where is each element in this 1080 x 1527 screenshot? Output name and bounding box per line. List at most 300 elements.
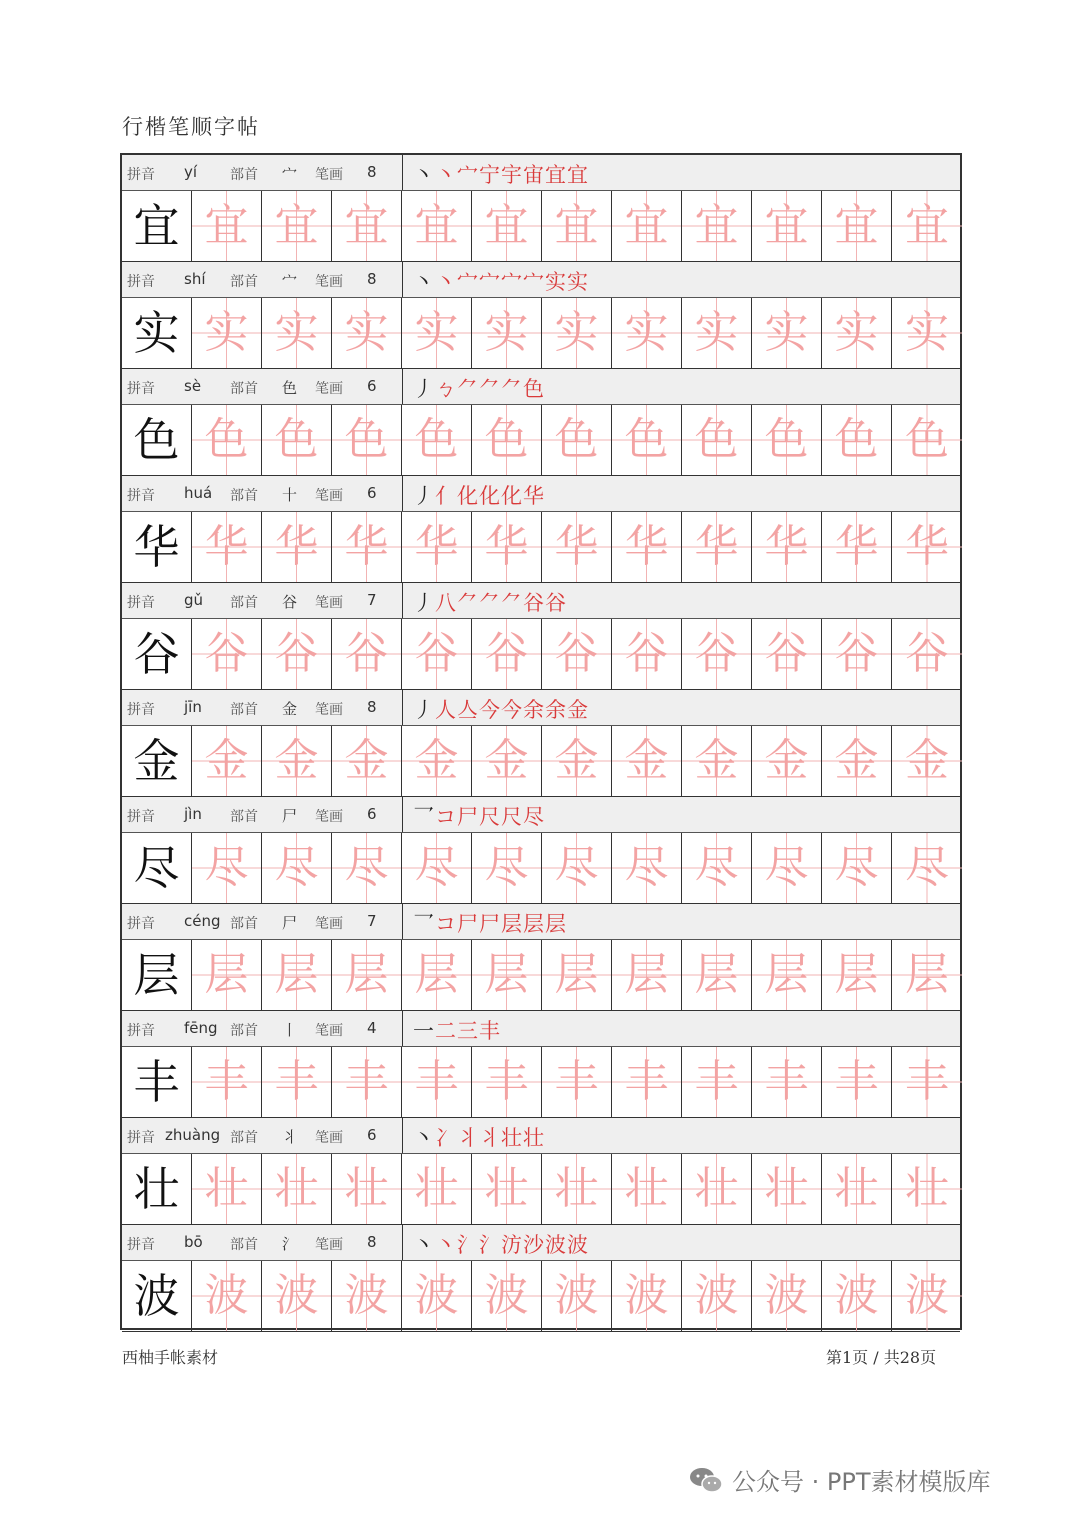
info-meta — [122, 262, 402, 297]
trace-character: 尽 — [204, 842, 249, 893]
trace-character: 华 — [694, 521, 739, 572]
trace-character: 谷 — [274, 628, 319, 679]
trace-character: 华 — [274, 521, 319, 572]
trace-character: 金 — [694, 735, 739, 786]
trace-cell[interactable] — [402, 940, 472, 1010]
trace-cell[interactable] — [332, 1154, 402, 1224]
trace-cell[interactable] — [472, 298, 542, 368]
stroke-order-area — [402, 797, 960, 832]
radical-value: 色 — [282, 379, 298, 397]
trace-cell[interactable] — [612, 191, 682, 261]
info-meta — [122, 797, 402, 832]
trace-cell[interactable] — [752, 833, 822, 903]
pinyin-label: 拼音 — [127, 595, 155, 611]
trace-character: 壮 — [554, 1163, 599, 1214]
stroke-step: 丬 — [457, 1126, 479, 1150]
model-character-cell — [122, 1047, 192, 1117]
trace-character: 丰 — [624, 1056, 669, 1107]
trace-character: 层 — [834, 949, 879, 1000]
trace-cell[interactable] — [262, 512, 332, 582]
trace-character: 谷 — [554, 628, 599, 679]
pinyin-value: fēng — [184, 1019, 218, 1037]
model-character-cell — [122, 191, 192, 261]
trace-cell[interactable] — [892, 512, 962, 582]
trace-cell[interactable] — [192, 1047, 262, 1117]
trace-cell[interactable] — [822, 1047, 892, 1117]
info-meta — [122, 369, 402, 404]
stroke-step: 今 — [501, 698, 523, 722]
stroke-step: 丿 — [413, 377, 435, 401]
trace-cell[interactable] — [402, 726, 472, 796]
trace-character: 谷 — [834, 628, 879, 679]
trace-character: 尽 — [414, 842, 459, 893]
radical-value: 丬 — [282, 1128, 298, 1146]
stroke-sequence — [413, 266, 589, 296]
trace-character: 壮 — [694, 1163, 739, 1214]
stroke-step: 氵 — [479, 1233, 501, 1257]
info-meta — [122, 1011, 402, 1046]
stroke-step: 八 — [435, 591, 457, 615]
model-character-cell — [122, 726, 192, 796]
trace-cell[interactable] — [752, 940, 822, 1010]
trace-character: 层 — [414, 949, 459, 1000]
trace-cell[interactable] — [472, 405, 542, 475]
trace-character: 尽 — [344, 842, 389, 893]
trace-cell[interactable] — [612, 1047, 682, 1117]
pinyin-value: bō — [184, 1233, 203, 1251]
trace-cell[interactable] — [612, 512, 682, 582]
model-character-cell — [122, 512, 192, 582]
trace-character: 尽 — [624, 842, 669, 893]
watermark — [688, 1462, 991, 1497]
trace-character: 实 — [484, 307, 529, 358]
pinyin-value: jīn — [184, 698, 202, 716]
stroke-step: 余 — [523, 698, 545, 722]
radical-label: 部首 — [230, 167, 258, 183]
trace-cell[interactable] — [822, 833, 892, 903]
trace-character: 丰 — [344, 1056, 389, 1107]
stroke-count: 7 — [367, 591, 377, 609]
trace-cell[interactable] — [472, 1154, 542, 1224]
stroke-step: 丿 — [413, 484, 435, 508]
trace-cell[interactable] — [822, 512, 892, 582]
trace-cell[interactable] — [822, 298, 892, 368]
info-row — [122, 690, 960, 726]
trace-cell[interactable] — [472, 833, 542, 903]
trace-character: 层 — [694, 949, 739, 1000]
trace-cell[interactable] — [822, 1261, 892, 1331]
pinyin-label: 拼音 — [127, 1237, 155, 1253]
radical-label: 部首 — [230, 1023, 258, 1039]
trace-cell[interactable] — [542, 619, 612, 689]
model-character: 色 — [133, 413, 180, 467]
stroke-step: 乛 — [413, 912, 435, 936]
stroke-step: ㄅ — [435, 377, 457, 401]
trace-cell[interactable] — [752, 405, 822, 475]
strokes-label: 笔画 — [315, 167, 343, 183]
trace-cell[interactable] — [682, 726, 752, 796]
trace-character: 华 — [834, 521, 879, 572]
trace-character: 宜 — [834, 200, 879, 251]
trace-cell[interactable] — [612, 726, 682, 796]
trace-character: 波 — [204, 1270, 249, 1321]
practice-row — [122, 1047, 960, 1118]
trace-character: 华 — [414, 521, 459, 572]
trace-cell[interactable] — [752, 1047, 822, 1117]
trace-character: 实 — [624, 307, 669, 358]
pinyin-label: 拼音 — [127, 381, 155, 397]
stroke-step: 丿 — [413, 698, 435, 722]
trace-cell[interactable] — [192, 1154, 262, 1224]
trace-cell[interactable] — [402, 298, 472, 368]
trace-cell[interactable] — [332, 1047, 402, 1117]
info-row — [122, 262, 960, 298]
trace-cell[interactable] — [262, 191, 332, 261]
strokes-label: 笔画 — [315, 1130, 343, 1146]
trace-character: 色 — [204, 414, 249, 465]
stroke-step: 丶 — [435, 163, 457, 187]
trace-cell[interactable] — [192, 726, 262, 796]
trace-cell[interactable] — [472, 1047, 542, 1117]
trace-character: 丰 — [484, 1056, 529, 1107]
trace-character: 壮 — [905, 1163, 949, 1214]
stroke-step: 丶 — [413, 163, 435, 187]
trace-cell[interactable] — [402, 405, 472, 475]
trace-character: 波 — [764, 1270, 809, 1321]
stroke-sequence — [413, 1122, 545, 1152]
pinyin-label: 拼音 — [127, 702, 155, 718]
model-character-cell — [122, 833, 192, 903]
practice-row — [122, 833, 960, 904]
stroke-step: 色 — [523, 377, 545, 401]
radical-value: 谷 — [282, 593, 298, 611]
model-character: 波 — [133, 1269, 180, 1323]
stroke-step: ⺈ — [457, 377, 479, 401]
trace-cell[interactable] — [192, 191, 262, 261]
stroke-step: 宀 — [523, 270, 545, 294]
trace-character: 色 — [274, 414, 319, 465]
trace-cell[interactable] — [612, 1154, 682, 1224]
stroke-step: 层 — [523, 912, 545, 936]
trace-character: 实 — [694, 307, 739, 358]
trace-cell[interactable] — [752, 191, 822, 261]
trace-cell[interactable] — [192, 298, 262, 368]
trace-character: 丰 — [834, 1056, 879, 1107]
stroke-order-area — [402, 262, 960, 297]
trace-cell[interactable] — [472, 940, 542, 1010]
trace-cell[interactable] — [472, 726, 542, 796]
stroke-step: 波 — [567, 1233, 589, 1257]
trace-cell[interactable] — [472, 191, 542, 261]
practice-row — [122, 512, 960, 583]
trace-cell[interactable] — [892, 619, 962, 689]
trace-cell[interactable] — [472, 512, 542, 582]
trace-character: 丰 — [694, 1056, 739, 1107]
trace-cell[interactable] — [332, 940, 402, 1010]
trace-cell[interactable] — [682, 619, 752, 689]
trace-cell[interactable] — [822, 940, 892, 1010]
trace-cell[interactable] — [822, 1154, 892, 1224]
trace-cell[interactable] — [612, 833, 682, 903]
stroke-sequence — [413, 1229, 589, 1259]
trace-cell[interactable] — [262, 726, 332, 796]
practice-row — [122, 619, 960, 690]
trace-cell[interactable] — [262, 1047, 332, 1117]
stroke-step: 谷 — [523, 591, 545, 615]
stroke-step: 人 — [435, 698, 457, 722]
radical-label: 部首 — [230, 488, 258, 504]
trace-cell[interactable] — [752, 1261, 822, 1331]
info-row — [122, 1011, 960, 1047]
model-character: 宜 — [133, 199, 180, 253]
stroke-step: 宀 — [457, 270, 479, 294]
trace-character: 华 — [344, 521, 389, 572]
trace-cell[interactable] — [262, 1261, 332, 1331]
model-character: 尽 — [133, 841, 180, 895]
info-row — [122, 369, 960, 405]
trace-character: 宜 — [344, 200, 389, 251]
stroke-step: 丶 — [413, 270, 435, 294]
watermark-text: 公众号 · PPT素材模版库 — [732, 1468, 991, 1496]
trace-cell[interactable] — [402, 1047, 472, 1117]
trace-character: 尽 — [834, 842, 879, 893]
info-row — [122, 155, 960, 191]
trace-cell[interactable] — [332, 512, 402, 582]
trace-cell[interactable] — [262, 1154, 332, 1224]
trace-cell[interactable] — [892, 726, 962, 796]
trace-character: 壮 — [764, 1163, 809, 1214]
trace-cell[interactable] — [332, 191, 402, 261]
trace-character: 实 — [414, 307, 459, 358]
stroke-step: 丶 — [435, 1233, 457, 1257]
trace-cell[interactable] — [682, 1261, 752, 1331]
page-number: 第1页 / 共28页 — [826, 1348, 937, 1367]
stroke-step: 氵 — [457, 1233, 479, 1257]
trace-cell[interactable] — [332, 298, 402, 368]
trace-cell[interactable] — [752, 1154, 822, 1224]
trace-cell[interactable] — [752, 619, 822, 689]
stroke-step: ⺈ — [501, 377, 523, 401]
pinyin-value: céng — [184, 912, 221, 930]
stroke-step: 化 — [501, 484, 523, 508]
trace-character: 色 — [694, 414, 739, 465]
trace-cell[interactable] — [822, 405, 892, 475]
model-character-cell — [122, 940, 192, 1010]
practice-row — [122, 191, 960, 262]
stroke-order-area — [402, 155, 960, 190]
trace-cell[interactable] — [892, 833, 962, 903]
trace-cell[interactable] — [892, 1261, 962, 1331]
stroke-step: 波 — [545, 1233, 567, 1257]
trace-cell[interactable] — [542, 1154, 612, 1224]
trace-cell[interactable] — [752, 512, 822, 582]
trace-cell[interactable] — [542, 726, 612, 796]
radical-label: 部首 — [230, 702, 258, 718]
trace-cell[interactable] — [262, 405, 332, 475]
trace-cell[interactable] — [752, 298, 822, 368]
trace-cell[interactable] — [682, 298, 752, 368]
stroke-step: 宀 — [501, 270, 523, 294]
stroke-order-area — [402, 690, 960, 725]
trace-cell[interactable] — [332, 833, 402, 903]
trace-cell[interactable] — [192, 512, 262, 582]
trace-cell[interactable] — [892, 298, 962, 368]
stroke-step: ⺈ — [479, 377, 501, 401]
info-meta — [122, 583, 402, 618]
trace-cell[interactable] — [612, 619, 682, 689]
trace-character: 宜 — [484, 200, 529, 251]
info-meta — [122, 155, 402, 190]
trace-cell[interactable] — [892, 1154, 962, 1224]
pinyin-value: gǔ — [184, 591, 204, 609]
trace-cell[interactable] — [542, 298, 612, 368]
stroke-step: 尺 — [501, 805, 523, 829]
trace-character: 丰 — [204, 1056, 249, 1107]
trace-character: 尽 — [274, 842, 319, 893]
trace-character: 金 — [344, 735, 389, 786]
model-character-cell — [122, 1261, 192, 1331]
trace-cell[interactable] — [542, 191, 612, 261]
page-title: 行楷笔顺字帖 — [122, 115, 260, 139]
stroke-order-area — [402, 583, 960, 618]
trace-character: 色 — [905, 414, 949, 465]
trace-cell[interactable] — [402, 619, 472, 689]
trace-cell[interactable] — [542, 512, 612, 582]
trace-cell[interactable] — [542, 833, 612, 903]
stroke-step: コ — [435, 912, 457, 936]
trace-character: 金 — [204, 735, 249, 786]
trace-cell[interactable] — [542, 1261, 612, 1331]
trace-cell[interactable] — [402, 1154, 472, 1224]
stroke-count: 8 — [367, 270, 377, 288]
trace-cell[interactable] — [332, 405, 402, 475]
trace-character: 壮 — [274, 1163, 319, 1214]
trace-cell[interactable] — [332, 1261, 402, 1331]
stroke-step: 一 — [413, 1019, 435, 1043]
trace-character: 实 — [344, 307, 389, 358]
trace-character: 波 — [344, 1270, 389, 1321]
trace-cell[interactable] — [892, 191, 962, 261]
trace-cell[interactable] — [262, 298, 332, 368]
trace-cell[interactable] — [262, 833, 332, 903]
trace-cell[interactable] — [682, 405, 752, 475]
trace-cell[interactable] — [892, 940, 962, 1010]
trace-cell[interactable] — [192, 1261, 262, 1331]
trace-character: 丰 — [414, 1056, 459, 1107]
trace-cell[interactable] — [822, 726, 892, 796]
trace-cell[interactable] — [402, 1261, 472, 1331]
strokes-label: 笔画 — [315, 1237, 343, 1253]
trace-cell[interactable] — [892, 405, 962, 475]
trace-character: 华 — [204, 521, 249, 572]
stroke-step: 宙 — [523, 163, 545, 187]
stroke-step: 亼 — [457, 698, 479, 722]
stroke-step: 金 — [567, 698, 589, 722]
trace-cell[interactable] — [612, 1261, 682, 1331]
trace-cell[interactable] — [682, 512, 752, 582]
trace-character: 实 — [204, 307, 249, 358]
trace-cell[interactable] — [682, 1047, 752, 1117]
trace-cell[interactable] — [192, 405, 262, 475]
trace-character: 宜 — [764, 200, 809, 251]
trace-cell[interactable] — [402, 191, 472, 261]
stroke-step: 化 — [479, 484, 501, 508]
practice-row — [122, 726, 960, 797]
trace-cell[interactable] — [612, 405, 682, 475]
trace-cell[interactable] — [822, 619, 892, 689]
pinyin-value: shí — [184, 270, 206, 288]
trace-cell[interactable] — [682, 191, 752, 261]
stroke-step: 宜 — [545, 163, 567, 187]
trace-cell[interactable] — [542, 1047, 612, 1117]
trace-cell[interactable] — [402, 833, 472, 903]
strokes-label: 笔画 — [315, 488, 343, 504]
trace-cell[interactable] — [542, 405, 612, 475]
pinyin-label: 拼音 — [127, 488, 155, 504]
trace-character: 实 — [554, 307, 599, 358]
trace-cell[interactable] — [192, 619, 262, 689]
trace-cell[interactable] — [332, 726, 402, 796]
trace-cell[interactable] — [472, 619, 542, 689]
radical-value: 宀 — [282, 272, 298, 290]
trace-character: 波 — [834, 1270, 879, 1321]
strokes-label: 笔画 — [315, 274, 343, 290]
trace-cell[interactable] — [612, 298, 682, 368]
info-meta — [122, 690, 402, 725]
trace-cell[interactable] — [472, 1261, 542, 1331]
trace-cell[interactable] — [682, 833, 752, 903]
trace-cell[interactable] — [612, 940, 682, 1010]
trace-cell[interactable] — [192, 833, 262, 903]
trace-character: 波 — [905, 1270, 949, 1321]
stroke-step: 丬 — [479, 1126, 501, 1150]
practice-row — [122, 298, 960, 369]
info-row — [122, 476, 960, 512]
trace-cell[interactable] — [192, 940, 262, 1010]
pinyin-label: 拼音 — [127, 916, 155, 932]
trace-cell[interactable] — [892, 1047, 962, 1117]
info-meta — [122, 1118, 402, 1153]
stroke-step: ⺈ — [457, 591, 479, 615]
stroke-step: 化 — [457, 484, 479, 508]
stroke-step: 华 — [523, 484, 545, 508]
trace-character: 尽 — [554, 842, 599, 893]
trace-character: 层 — [905, 949, 949, 1000]
info-row — [122, 797, 960, 833]
model-character: 华 — [133, 520, 180, 574]
stroke-step: 实 — [545, 270, 567, 294]
trace-cell[interactable] — [682, 940, 752, 1010]
trace-character: 波 — [624, 1270, 669, 1321]
trace-cell[interactable] — [682, 1154, 752, 1224]
trace-cell[interactable] — [262, 940, 332, 1010]
trace-cell[interactable] — [752, 726, 822, 796]
trace-cell[interactable] — [822, 191, 892, 261]
trace-cell[interactable] — [542, 940, 612, 1010]
trace-character: 宜 — [414, 200, 459, 251]
info-row — [122, 1225, 960, 1261]
stroke-step: 壮 — [501, 1126, 523, 1150]
trace-cell[interactable] — [332, 619, 402, 689]
trace-cell[interactable] — [402, 512, 472, 582]
trace-cell[interactable] — [262, 619, 332, 689]
trace-character: 色 — [414, 414, 459, 465]
stroke-step: 宜 — [567, 163, 589, 187]
trace-character: 波 — [274, 1270, 319, 1321]
strokes-label: 笔画 — [315, 1023, 343, 1039]
stroke-order-area — [402, 1011, 960, 1046]
trace-character: 谷 — [764, 628, 809, 679]
